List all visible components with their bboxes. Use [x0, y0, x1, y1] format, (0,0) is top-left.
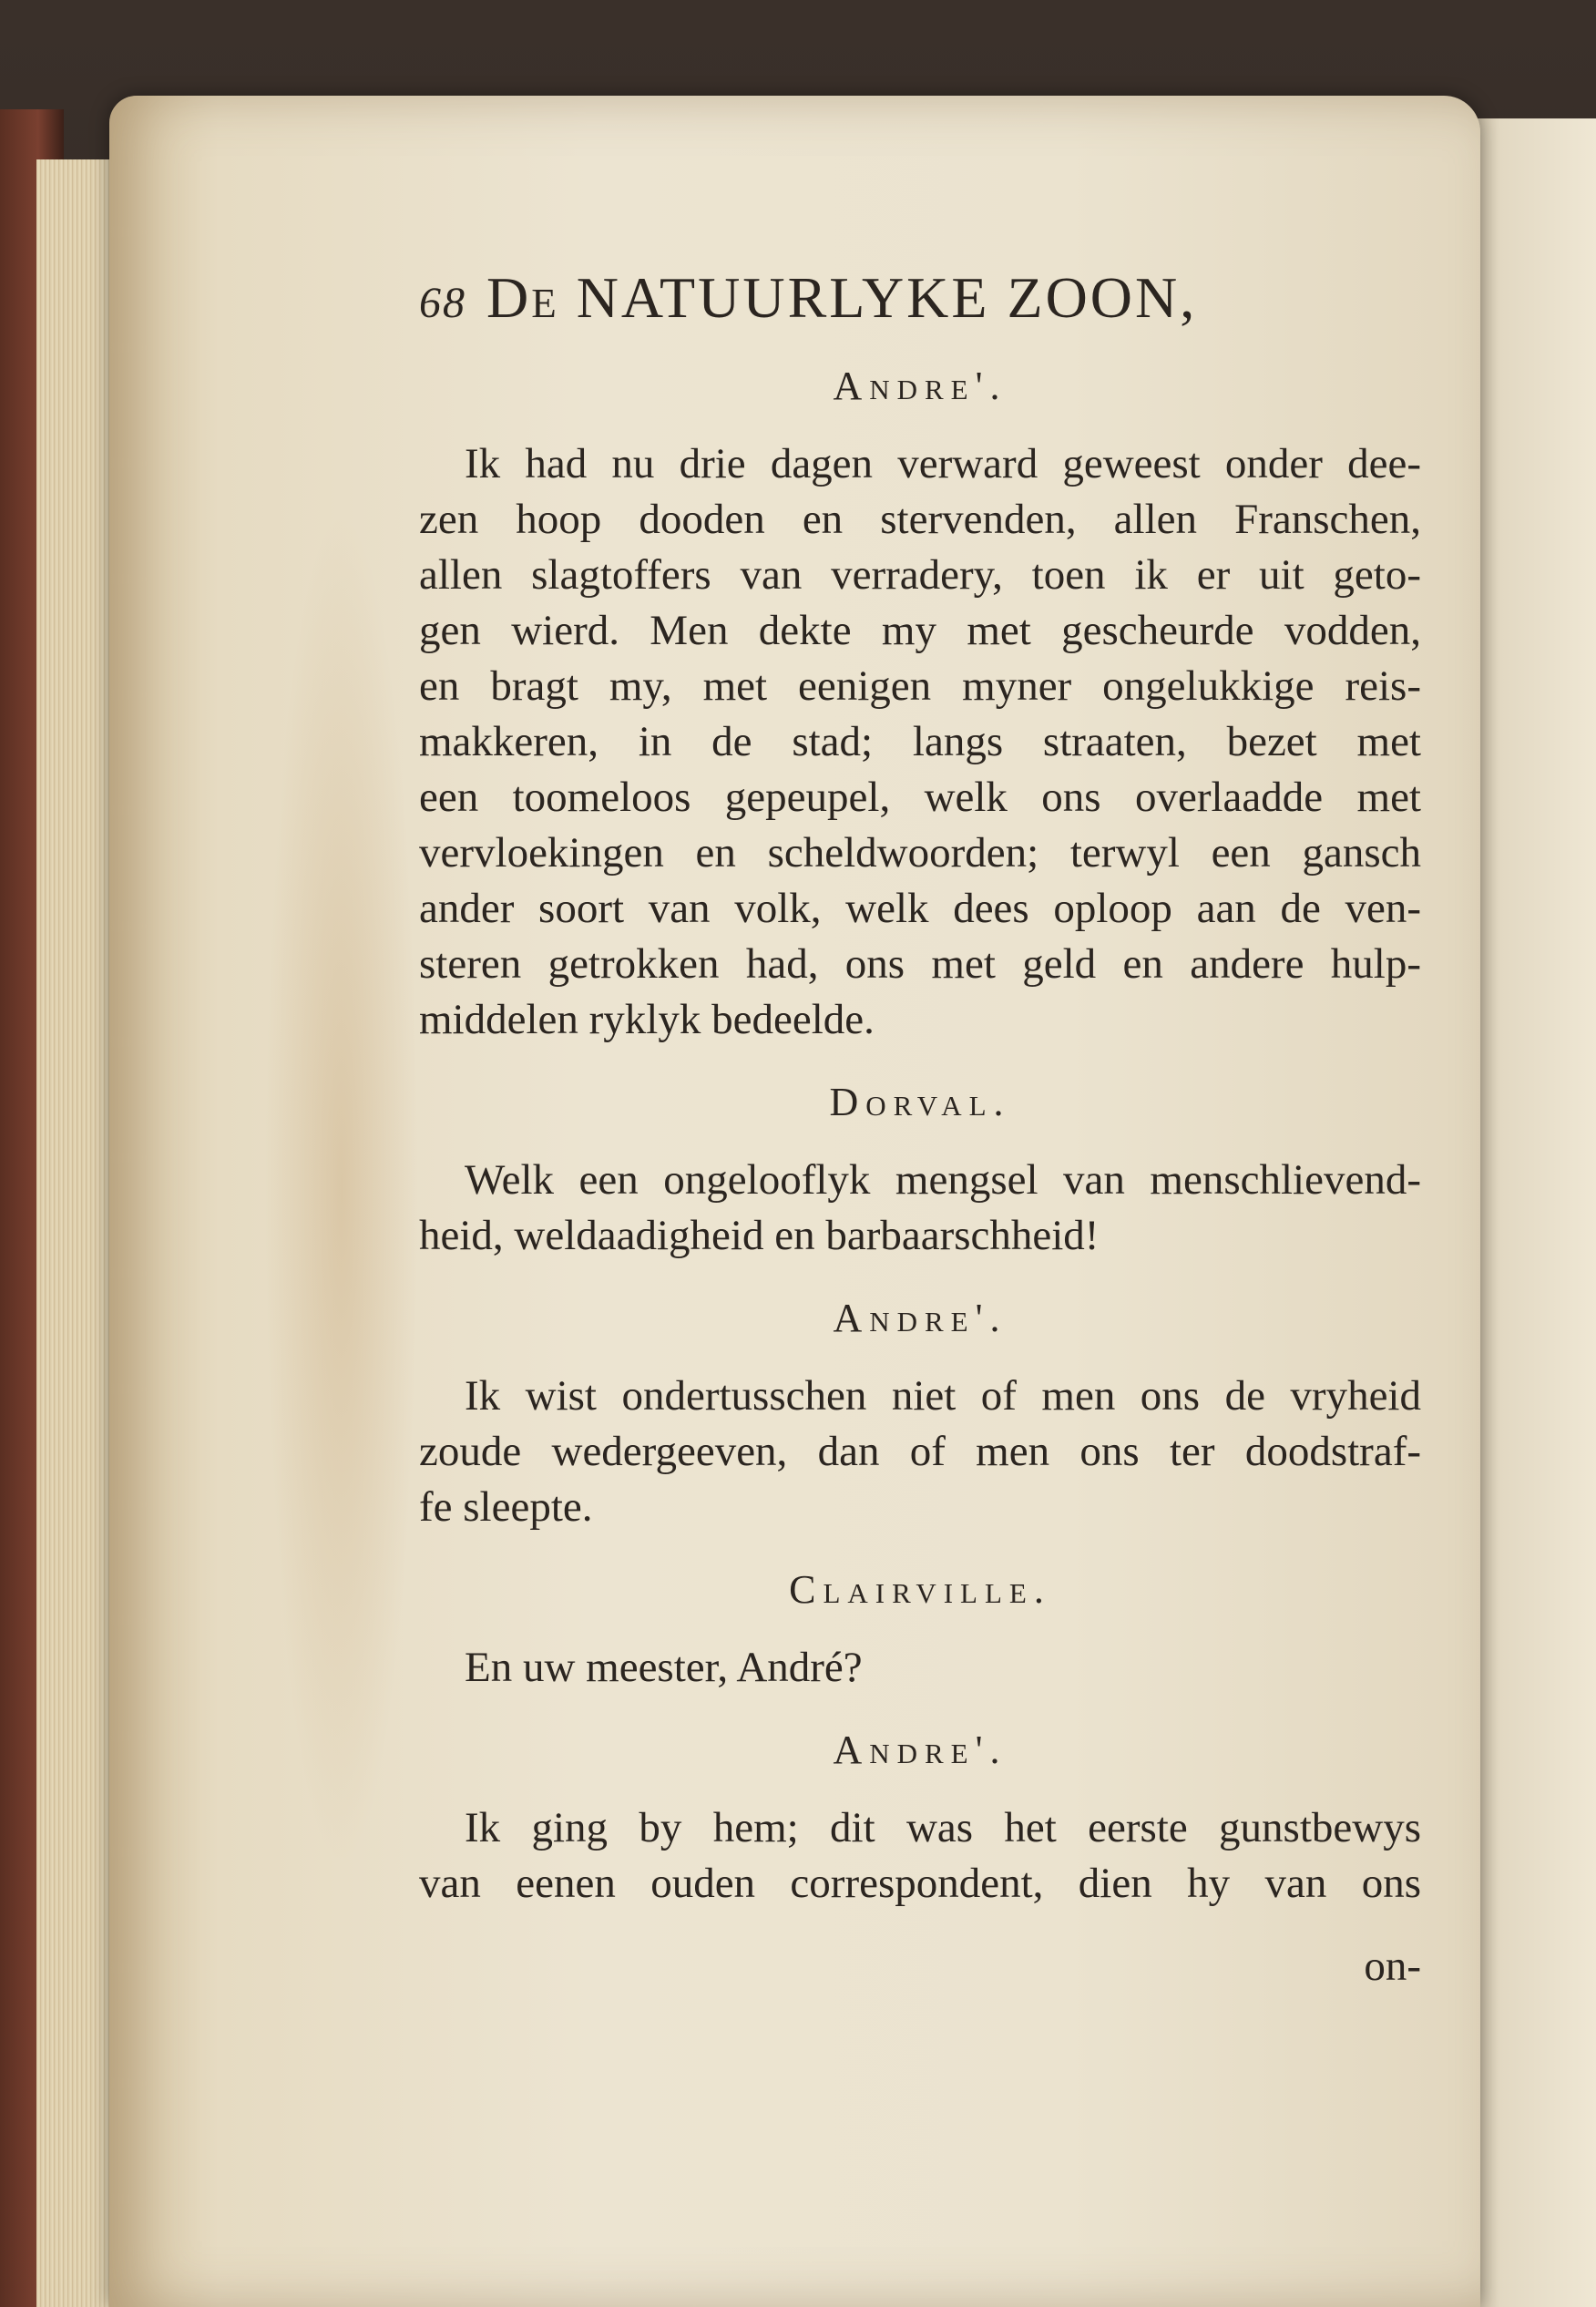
text-line: Welk een ongelooflyk mengsel van menschlievend-	[465, 1156, 1421, 1204]
text-line: zen hoop dooden en stervenden, allen Franschen,	[419, 496, 1421, 543]
text-line: gen wierd. Men dekte my met gescheurde vodden,	[419, 607, 1421, 654]
text-line: fe sleepte.	[419, 1483, 593, 1531]
text-line: Ik had nu drie dagen verward geweest onder dee-	[465, 440, 1421, 487]
catchword: on-	[1364, 1943, 1421, 1990]
text-line: en bragt my, met eenigen myner ongelukkige reis-	[419, 662, 1421, 710]
speech-block	[419, 1295, 1421, 1535]
page-text	[419, 264, 1421, 1994]
text-line: makkeren, in de stad; langs straaten, bezet met	[419, 718, 1421, 765]
text-line: middelen ryklyk bedeelde.	[419, 996, 875, 1043]
speaker-name: Dorval.	[829, 1080, 1011, 1124]
speaker-name: Andre'.	[833, 1728, 1008, 1772]
running-head	[419, 264, 1421, 332]
speaker-name: Andre'.	[833, 364, 1008, 408]
speech-block	[419, 1727, 1421, 1912]
speech-block	[419, 363, 1421, 1048]
page-stain	[264, 506, 419, 1872]
text-line: Ik ging by hem; dit was het eerste gunstbewys	[465, 1804, 1421, 1851]
text-line: vervloekingen en scheldwoorden; terwyl een gansch	[419, 829, 1421, 877]
text-line: van eenen ouden correspondent, dien hy van ons	[419, 1860, 1421, 1907]
speaker-name: Andre'.	[833, 1296, 1008, 1340]
speech-block	[419, 1566, 1421, 1696]
text-line: zoude wedergeeven, dan of men ons ter doodstraf-	[419, 1428, 1421, 1475]
text-line: En uw meester, André?	[465, 1644, 863, 1691]
text-line: heid, weldaadigheid en barbaarschheid!	[419, 1212, 1100, 1259]
text-line: ander soort van volk, welk dees oploop aan de ven-	[419, 885, 1421, 932]
speech-block	[419, 1079, 1421, 1264]
running-title: De NATUURLYKE ZOON,	[486, 265, 1198, 330]
text-line: allen slagtoffers van verradery, toen ik er uit geto-	[419, 551, 1421, 599]
text-line: een toomeloos gepeupel, welk ons overlaadde met	[419, 774, 1421, 821]
speaker-name: Clairville.	[789, 1567, 1051, 1612]
text-line: steren getrokken had, ons met geld en andere hulp-	[419, 940, 1421, 988]
text-line: Ik wist ondertusschen niet of men ons de vryheid	[465, 1372, 1421, 1420]
page-number: 68	[419, 279, 466, 327]
